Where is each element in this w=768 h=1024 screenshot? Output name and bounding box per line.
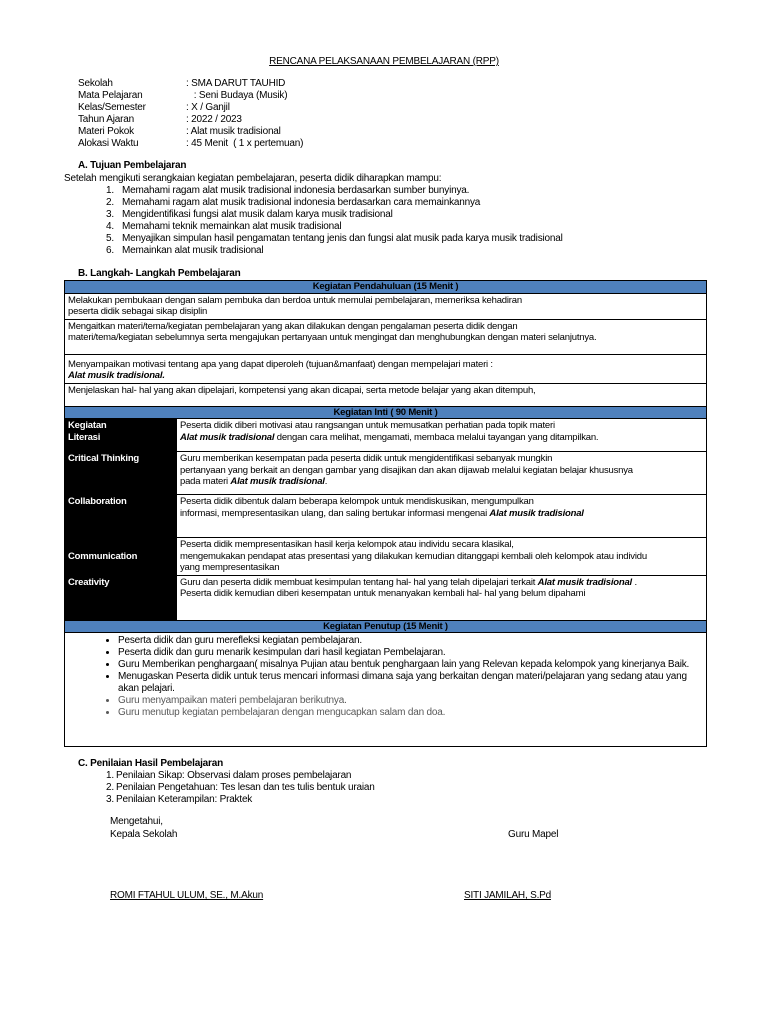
communication-label: Communication (65, 538, 177, 576)
identity-key: Alokasi Waktu (78, 138, 139, 149)
list-item: Penilaian Pengetahuan: Tes lesan dan tes tulis bentuk uraian (116, 782, 375, 793)
row-text (180, 577, 703, 589)
literasi-content (177, 419, 707, 452)
row-emphasis: Alat musik tradisional (180, 431, 275, 443)
literasi-label (65, 419, 177, 452)
table-row (65, 354, 707, 383)
row-text: Melakukan pembukaan dengan salam pembuka dan berdoa untuk memulai pembelajaran, memeriksa kehadiran (68, 294, 522, 306)
inti-header: Kegiatan Inti ( 90 Menit ) (65, 406, 707, 419)
kepala-sekolah-label: Kepala Sekolah (110, 829, 178, 840)
table-row (65, 383, 707, 406)
list-item: • Guru menyampaikan materi pembelajaran berikutnya. (118, 695, 703, 707)
label-text: Literasi (68, 431, 101, 443)
list-item: • Guru menutup kegiatan pembelajaran dengan mengucapkan salam dan doa. (118, 707, 703, 719)
document-title: RENCANA PELAKSANAAN PEMBELAJARAN (RPP) (269, 56, 499, 67)
row-text: Peserta didik mempresentasikan hasil kerja kelompok atau individu secara klasikal, (180, 539, 514, 550)
kepala-sekolah-name: ROMI FTAHUL ULUM, SE., M.Akun (110, 890, 264, 901)
list-item: Menyajikan simpulan hasil pengamatan tentang jenis dan fungsi alat musik pada karya musik tradisional (122, 233, 563, 244)
critical-thinking-content (177, 452, 707, 495)
row-emphasis: Alat musik tradisional (537, 576, 632, 588)
creativity-label: Creativity (65, 575, 177, 620)
list-number: 3. (106, 794, 114, 805)
row-text: Guru dan peserta didik membuat kesimpulan tentang hal- hal yang telah dipelajari terkait (180, 576, 538, 588)
critical-thinking-label: Critical Thinking (65, 452, 177, 495)
identity-value: : 2022 / 2023 (186, 114, 242, 125)
identity-value: : SMA DARUT TAUHID (186, 78, 286, 89)
identity-value: : Alat musik tradisional (186, 126, 281, 137)
section-a-intro: Setelah mengikuti serangkaian kegiatan pembelajaran, peserta didik diharapkan mampu: (64, 173, 442, 184)
row-text (180, 476, 703, 488)
row-text: Menjelaskan hal- hal yang akan dipelajari, kompetensi yang akan dicapai, serta metode belajar yang akan ditempuh, (68, 384, 536, 396)
list-item: Memainkan alat musik tradisional (122, 245, 264, 256)
section-b-heading: B. Langkah- Langkah Pembelajaran (78, 268, 241, 279)
row-text: . (632, 576, 637, 588)
identity-key: Sekolah (78, 78, 113, 89)
list-item: Mengidentifikasi fungsi alat musik dalam karya musik tradisional (122, 209, 393, 220)
label-text: Kegiatan (68, 420, 107, 431)
row-text (180, 432, 703, 444)
row-text: mengemukakan pendapat atas presentasi yang dilakukan kemudian ditanggapi kembali oleh kelompok atau individu (180, 550, 647, 562)
identity-value: : X / Ganjil (186, 102, 230, 113)
pendahuluan-header: Kegiatan Pendahuluan (15 Menit ) (65, 281, 707, 294)
row-emphasis: Alat musik tradisional. (68, 370, 165, 381)
row-text: . (324, 476, 328, 487)
list-item: Penilaian Keterampilan: Praktek (116, 794, 253, 805)
list-number: 5. (106, 233, 114, 244)
row-text: informasi, mempresentasikan ulang, dan saling bertukar informasi mengenai (180, 507, 490, 519)
row-text: Mengaitkan materi/tema/kegiatan pembelajaran yang akan dilakukan dengan pengalaman peserta didik dengan (68, 320, 518, 332)
communication-content (177, 538, 707, 576)
list-item: Memahami teknik memainkan alat musik tradisional (122, 221, 342, 232)
identity-key: Tahun Ajaran (78, 114, 134, 125)
collaboration-label: Collaboration (65, 495, 177, 538)
activities-table (64, 280, 707, 747)
table-row (65, 319, 707, 354)
identity-key: Materi Pokok (78, 126, 134, 137)
list-item: Penilaian Sikap: Observasi dalam proses pembelajaran (116, 770, 352, 781)
list-item: Memahami ragam alat musik tradisional indonesia berdasarkan cara memainkannya (122, 197, 481, 208)
list-item: Memahami ragam alat musik tradisional indonesia berdasarkan sumber bunyinya. (122, 185, 470, 196)
penutup-content (65, 633, 707, 747)
collaboration-content (177, 495, 707, 538)
creativity-content (177, 575, 707, 620)
list-number: 1. (106, 185, 114, 196)
penutup-header: Kegiatan Penutup (15 Menit ) (65, 620, 707, 633)
row-text: pada materi (180, 476, 231, 487)
closing-list (68, 635, 703, 719)
guru-mapel-name: SITI JAMILAH, S.Pd (464, 890, 551, 901)
identity-key: Mata Pelajaran (78, 90, 143, 101)
list-number: 4. (106, 221, 114, 232)
section-a-heading: A. Tujuan Pembelajaran (78, 160, 187, 171)
table-row (65, 293, 707, 319)
mengetahui-text: Mengetahui, (110, 816, 163, 827)
list-number: 2. (106, 782, 114, 793)
list-number: 2. (106, 197, 114, 208)
row-text (180, 508, 703, 520)
row-text: yang mempresentasikan (180, 562, 280, 573)
list-item: • Peserta didik dan guru merefleksi kegiatan pembelajaran. (118, 635, 703, 647)
list-item: • Guru Memberikan penghargaan( misalnya Pujian atau bentuk penghargaan lain yang Relevan kepada kelompok yang kinerjanya Baik. (118, 659, 703, 671)
row-text: Guru memberikan kesempatan pada peserta didik untuk mengidentifikasi sebanyak mungkin (180, 453, 553, 464)
list-number: 6. (106, 245, 114, 256)
list-number: 1. (106, 770, 114, 781)
guru-mapel-label: Guru Mapel (508, 829, 559, 840)
row-text: dengan cara melihat, mengamati, membaca melalui tayangan yang ditampilkan. (274, 431, 599, 443)
row-text: Peserta didik diberi motivasi atau rangsangan untuk memusatkan perhatian pada topik materi (180, 420, 555, 431)
row-text: Peserta didik kemudian diberi kesempatan untuk menanyakan kembali hal- hal yang belum dipahami (180, 588, 586, 599)
row-text: materi/tema/kegiatan sebelumnya serta mengajukan pertanyaan untuk mengingat dan menghubungkan dengan materi selanjutnya. (68, 332, 597, 343)
section-c-heading: C. Penilaian Hasil Pembelajaran (78, 758, 223, 769)
row-emphasis: Alat musik tradisional (230, 476, 325, 487)
row-text: peserta didik sebagai sikap disiplin (68, 306, 208, 317)
identity-value: : Seni Budaya (Musik) (186, 90, 288, 101)
identity-value: : 45 Menit ( 1 x pertemuan) (186, 138, 304, 149)
list-number: 3. (106, 209, 114, 220)
row-emphasis: Alat musik tradisional (489, 507, 584, 519)
list-item: • Peserta didik dan guru menarik kesimpulan dari hasil kegiatan Pembelajaran. (118, 647, 703, 659)
row-text: Menyampaikan motivasi tentang apa yang dapat diperoleh (tujuan&manfaat) dengan mempelajari materi : (68, 358, 493, 370)
list-item: • Menugaskan Peserta didik untuk terus mencari informasi dimana saja yang berkaitan dengan materi/pelajaran yang sedang atau yang akan pelajari. (118, 671, 703, 695)
row-text: pertanyaan yang berkait an dengan gambar yang disajikan dan akan dijawab melalui kegiatan belajar khususnya (180, 464, 633, 476)
identity-key: Kelas/Semester (78, 102, 146, 113)
row-text: Peserta didik dibentuk dalam beberapa kelompok untuk mendiskusikan, mengumpulkan (180, 496, 534, 507)
